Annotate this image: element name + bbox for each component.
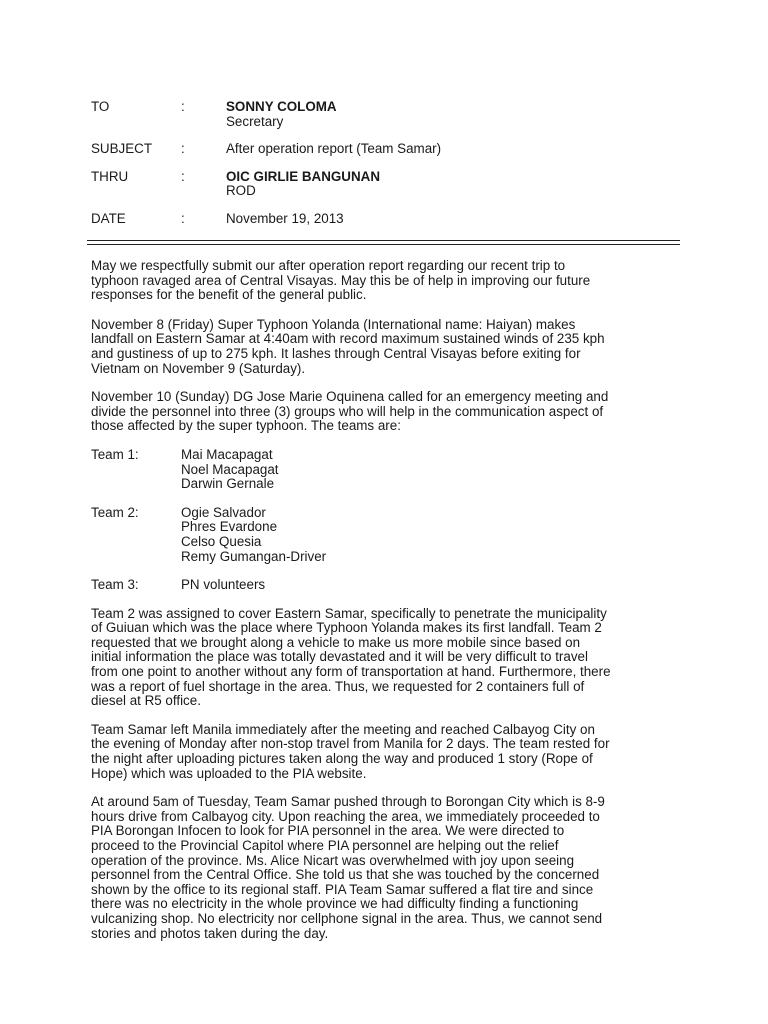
date-label: DATE: [91, 210, 126, 226]
team-member: Ogie Salvador: [181, 504, 266, 520]
paragraph-travel: Team Samar left Manila immediately after the meeting and reached Calbayog City on the evening of Monday after non-stop travel from Manila for 2 days. The team rested for the night after uploading pictures taken along the way and produced 1 story (Rope of Hope) which was uploaded to the PIA website.: [91, 721, 610, 781]
subject-value: After operation report (Team Samar): [226, 141, 442, 157]
date-value: November 19, 2013: [226, 210, 344, 226]
team-2-members: [181, 506, 326, 564]
subject-colon: :: [181, 141, 185, 157]
paragraph-intro: May we respectfully submit our after operation report regarding our recent trip to typhoon ravaged area of Central Visayas. May this be of help in improving our future responses for the benefit of the general public.: [91, 258, 591, 303]
to-name: SONNY COLOMA: [226, 99, 337, 114]
to-title: Secretary: [226, 113, 284, 129]
team-member: Darwin Gernale: [181, 476, 275, 492]
team-2: [91, 506, 691, 564]
subject-label: SUBJECT: [91, 141, 153, 157]
team-3-members: [181, 578, 265, 593]
team-1-members: [181, 448, 279, 492]
team-2-label: Team 2:: [91, 504, 139, 520]
header-subject-row: [91, 142, 681, 157]
thru-colon: :: [181, 168, 185, 184]
memo-header: [91, 100, 681, 227]
team-member: PN volunteers: [181, 577, 266, 593]
date-colon: :: [181, 210, 185, 226]
team-member: Mai Macapagat: [181, 446, 273, 462]
team-member: Remy Gumangan-Driver: [181, 548, 327, 564]
paragraph-meeting: November 10 (Sunday) DG Jose Marie Oquinena called for an emergency meeting and divide the personnel into three (3) groups who will help in the communication aspect of those affected by the super typhoon. The teams are:: [91, 389, 609, 434]
paragraph-borongan: At around 5am of Tuesday, Team Samar pushed through to Borongan City which is 8-9 hours drive from Calbayog city. Upon reaching the area, we immediately proceeded to PIA Borongan Infocen to look for PIA personnel in the area. We were directed to proceed to the Provincial Capitol where PIA personnel are helping out the relief operation of the province. Ms. Alice Nicart was overwhelmed with joy upon seeing personnel from the Central Office. She told us that she was touched by the concerned shown by the office to its regional staff. PIA Team Samar suffered a flat tire and since there was no electricity in the whole province we had difficulty finding a functioning vulcanizing shop. No electricity nor cellphone signal in the area. Thus, we cannot send stories and photos taken during the day.: [91, 794, 605, 941]
team-member: Celso Quesia: [181, 533, 262, 549]
team-1-label: Team 1:: [91, 446, 139, 462]
team-3-label: Team 3:: [91, 577, 139, 593]
paragraph-assignment: Team 2 was assigned to cover Eastern Samar, specifically to penetrate the municipality of Guiuan which was the place where Typhoon Yolanda makes its first landfall. Team 2 requested that we brought along a vehicle to make us more mobile since based on initial information the place was totally devastated and it will be very difficult to travel from one point to another without any form of transportation at hand. Furthermore, there was a report of fuel shortage in the area. Thus, we requested for 2 containers full of diesel at R5 office.: [91, 605, 611, 709]
team-member: Phres Evardone: [181, 519, 278, 535]
team-3: [91, 578, 691, 593]
to-label: TO: [91, 99, 110, 114]
to-colon: :: [181, 99, 185, 114]
thru-name: OIC GIRLIE BANGUNAN: [226, 168, 380, 184]
header-divider-top: [87, 240, 680, 241]
memo-body: [91, 259, 691, 941]
paragraph-landfall: November 8 (Friday) Super Typhoon Yolanda (International name: Haiyan) makes landfall on Eastern Samar at 4:40am with record maximum sustained winds of 235 kph and gustiness of up to 275 kph. It lashes through Central Visayas before exiting for Vietnam on November 9 (Saturday).: [91, 316, 605, 376]
header-divider-bottom: [87, 244, 680, 245]
header-thru-row: [91, 170, 681, 199]
thru-title: ROD: [226, 183, 256, 199]
header-to-row: [91, 100, 681, 129]
thru-label: THRU: [91, 168, 129, 184]
team-member: Noel Macapagat: [181, 461, 279, 477]
header-date-row: [91, 212, 681, 227]
team-1: [91, 448, 691, 492]
